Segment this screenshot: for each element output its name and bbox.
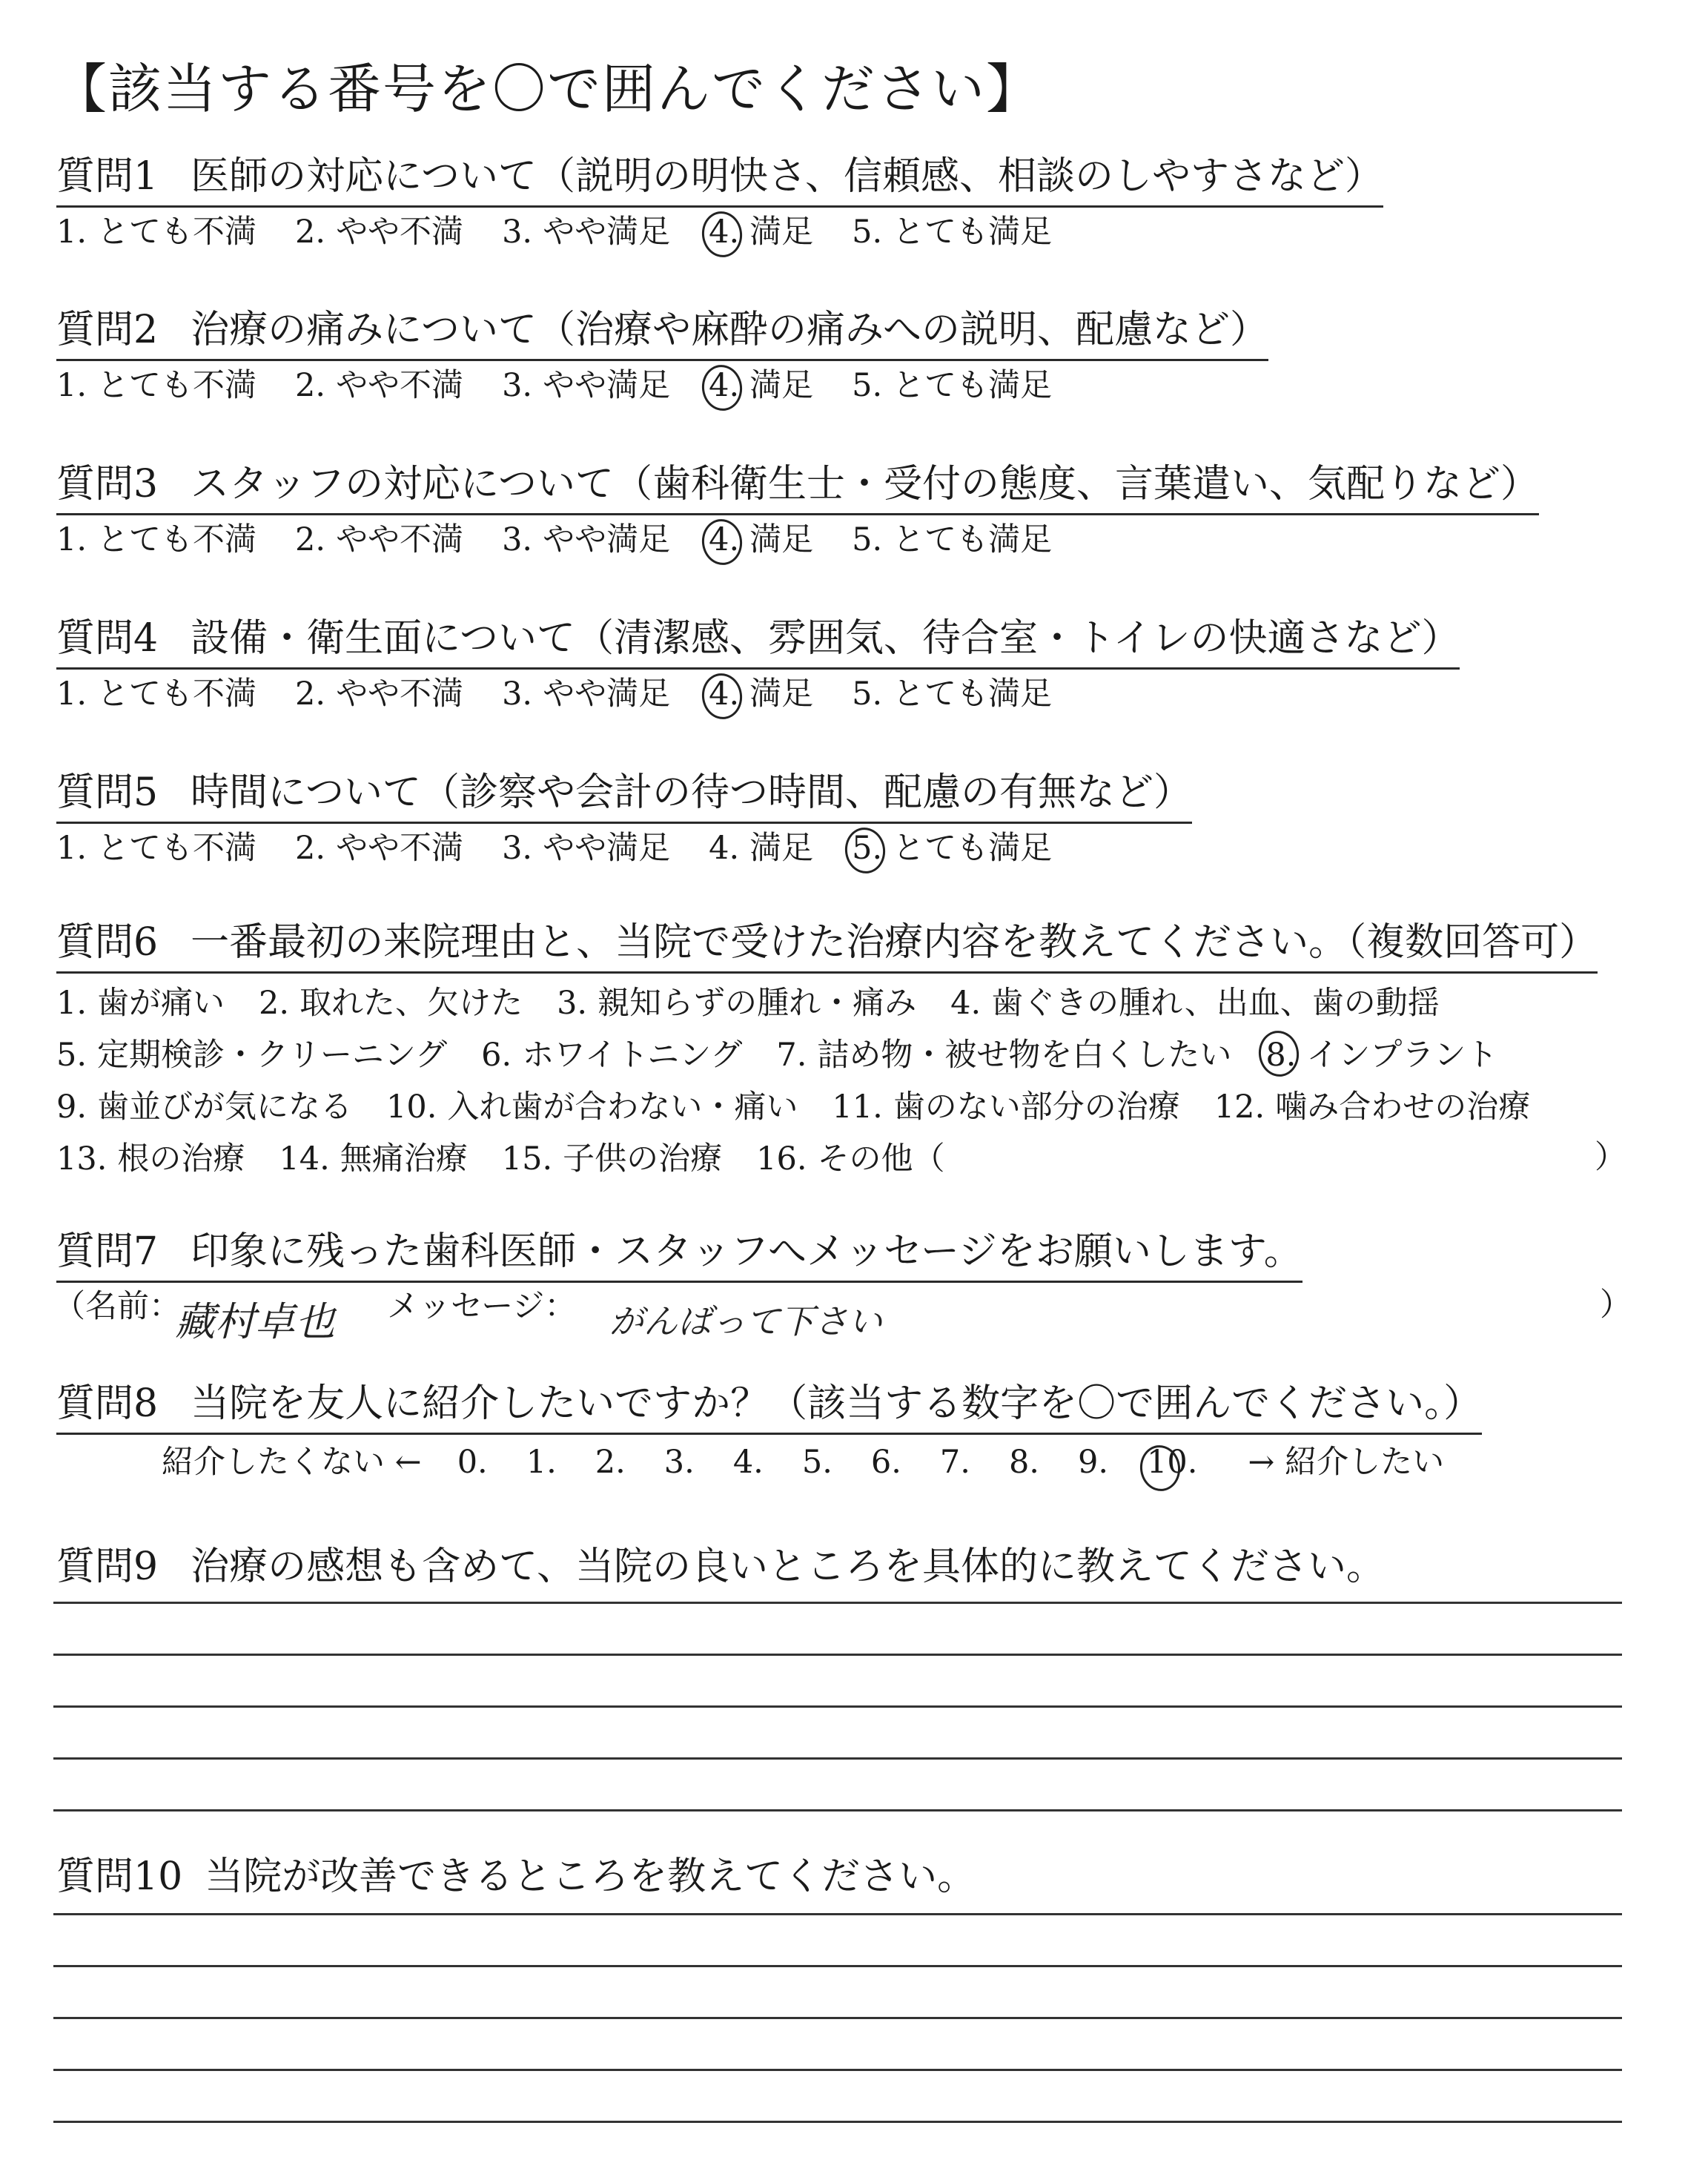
option-number: 11.: [832, 1089, 883, 1126]
rating-option[interactable]: [709, 210, 813, 254]
answer-line[interactable]: [53, 1913, 1622, 1915]
reason-option[interactable]: [56, 977, 225, 1029]
question-10-heading: [56, 1852, 976, 1906]
option-number: 1.: [56, 985, 87, 1022]
option-number: 5.: [56, 1037, 87, 1074]
scale-option[interactable]: [1078, 1444, 1119, 1481]
option-number: 1.: [56, 676, 87, 713]
option-label: 歯のない部分の治療: [893, 1089, 1180, 1126]
scale-value: 9.: [1077, 1444, 1109, 1481]
option-number: 2.: [295, 676, 326, 713]
option-number: 5.: [852, 521, 883, 558]
question-1-options: [56, 210, 1090, 254]
option-number: 1.: [56, 367, 87, 404]
scale-value: 7.: [939, 1444, 970, 1481]
scale-option[interactable]: [871, 1444, 912, 1481]
rating-option[interactable]: [56, 363, 256, 408]
reason-option[interactable]: [56, 1133, 245, 1185]
option-number: 4.: [709, 363, 739, 408]
option-number: 16.: [756, 1140, 807, 1178]
answer-line[interactable]: [53, 1809, 1622, 1811]
scale-value: 3.: [663, 1444, 695, 1481]
question-text: 治療の感想も含めて、当院の良いところを具体的に教えてください。: [191, 1545, 1386, 1589]
scale-value: 6.: [870, 1444, 901, 1481]
question-4-options: [56, 672, 1090, 716]
option-label: やや満足: [543, 521, 671, 558]
page-title: 【該当する番号を〇で囲んでください】: [53, 58, 1042, 120]
scale-option[interactable]: [526, 1444, 567, 1481]
question-number: 質問10: [56, 1855, 183, 1899]
scale-value: 5.: [801, 1444, 833, 1481]
scale-value: 2.: [595, 1444, 626, 1481]
rating-option[interactable]: [502, 826, 670, 871]
option-label: とても満足: [893, 367, 1053, 404]
option-label: 満足: [749, 214, 814, 251]
option-label: とても満足: [893, 214, 1053, 251]
option-number: 7.: [776, 1037, 807, 1074]
option-number: 12.: [1214, 1089, 1265, 1126]
option-label: 詰め物・被せ物を白くしたい: [817, 1037, 1232, 1074]
question-text: 医師の対応について（説明の明快さ、信頼感、相談のしやすさなど）: [191, 154, 1383, 199]
question-3-options: [56, 518, 1090, 562]
rating-option[interactable]: [502, 518, 670, 562]
rating-option[interactable]: [295, 826, 463, 871]
rating-option[interactable]: [709, 363, 813, 408]
rating-option[interactable]: [852, 826, 1052, 871]
option-number: 2.: [295, 367, 326, 404]
scale-value: 8.: [1008, 1444, 1039, 1481]
option-number: 4.: [709, 518, 739, 562]
scale-option[interactable]: [940, 1444, 981, 1481]
answer-line[interactable]: [53, 2017, 1622, 2019]
option-label: 子供の治療: [563, 1140, 723, 1178]
scale-option[interactable]: [457, 1444, 498, 1481]
question-8-heading: [56, 1379, 1482, 1435]
rating-option[interactable]: [502, 210, 670, 254]
option-number: 3.: [502, 367, 533, 404]
option-number: 3.: [502, 214, 533, 251]
question-3-heading: [56, 460, 1539, 515]
question-text: 一番最初の来院理由と、当院で受けた治療内容を教えてください。（複数回答可）: [191, 920, 1598, 965]
scale-option[interactable]: [664, 1444, 705, 1481]
answer-line[interactable]: [53, 2069, 1622, 2071]
options-row: [56, 977, 1564, 1029]
reason-option[interactable]: [557, 977, 916, 1029]
options-row: [56, 1081, 1564, 1133]
option-label: 定期検診・クリーニング: [97, 1037, 448, 1074]
reason-option[interactable]: [502, 1133, 722, 1185]
reason-option[interactable]: [1214, 1081, 1530, 1133]
question-text: 当院が改善できるところを教えてください。: [205, 1855, 976, 1899]
rating-option[interactable]: [295, 210, 463, 254]
question-2-heading: [56, 305, 1268, 361]
question-1-heading: [56, 152, 1383, 208]
rating-option[interactable]: [56, 518, 256, 562]
recommend-scale: [162, 1437, 1444, 1482]
question-2-options: [56, 363, 1090, 408]
question-number: 質問8: [56, 1381, 159, 1426]
option-number: 8.: [1265, 1029, 1296, 1081]
option-label: とても不満: [97, 367, 257, 404]
option-number: 9.: [56, 1089, 87, 1126]
rating-option[interactable]: [709, 518, 813, 562]
question-text: 設備・衛生面について（清潔感、雰囲気、待合室・トイレの快適さなど）: [191, 616, 1460, 661]
reason-option[interactable]: [56, 1029, 447, 1081]
rating-option[interactable]: [852, 672, 1052, 716]
option-number: 1.: [56, 830, 87, 867]
answer-line[interactable]: [53, 1602, 1622, 1604]
option-label: とても不満: [97, 521, 257, 558]
rating-option[interactable]: [852, 363, 1052, 408]
reason-option[interactable]: [950, 977, 1440, 1029]
option-label: 歯が痛い: [97, 985, 225, 1022]
option-label: 満足: [749, 830, 814, 867]
option-label: とても満足: [893, 676, 1053, 713]
option-label: 満足: [749, 676, 814, 713]
option-label: やや不満: [336, 676, 464, 713]
option-label: やや満足: [543, 214, 671, 251]
option-label: インプラント: [1306, 1037, 1498, 1074]
option-label: やや満足: [543, 676, 671, 713]
option-label: 無痛治療: [340, 1140, 468, 1178]
reason-option[interactable]: [756, 1133, 944, 1185]
answer-line[interactable]: [53, 1705, 1622, 1708]
question-text: 治療の痛みについて（治療や麻酔の痛みへの説明、配慮など）: [191, 308, 1269, 352]
option-number: 2.: [259, 985, 290, 1022]
question-text: スタッフの対応について（歯科衛生士・受付の態度、言葉遣い、気配りなど）: [191, 462, 1540, 506]
answer-line[interactable]: [53, 2121, 1622, 2123]
option-number: 1.: [56, 521, 87, 558]
option-number: 2.: [295, 521, 326, 558]
question-text: 印象に残った歯科医師・スタッフへメッセージをお願いします。: [191, 1229, 1302, 1274]
message-label: メッセージ：: [387, 1288, 577, 1325]
option-number: 2.: [295, 214, 326, 251]
option-label: とても満足: [893, 521, 1053, 558]
question-7-heading: [56, 1227, 1302, 1283]
question-number: 質問1: [56, 154, 159, 199]
option-label: 根の治療: [117, 1140, 245, 1178]
option-number: 5.: [852, 367, 883, 404]
option-number: 14.: [279, 1140, 330, 1178]
reason-option[interactable]: [481, 1029, 742, 1081]
option-label: やや満足: [543, 367, 671, 404]
scale-value: 10.: [1147, 1444, 1198, 1481]
option-number: 3.: [557, 985, 588, 1022]
message-value[interactable]: がんばって下さい: [609, 1301, 882, 1341]
option-label: 噛み合わせの治療: [1275, 1089, 1531, 1126]
reason-option[interactable]: [56, 1081, 352, 1133]
reason-option[interactable]: [386, 1081, 798, 1133]
question-number: 質問9: [56, 1545, 159, 1589]
question-text: 当院を友人に紹介したいですか？（該当する数字を〇で囲んでください。）: [191, 1381, 1483, 1426]
question-9-heading: [56, 1542, 1385, 1596]
question-number: 質問5: [56, 770, 159, 815]
question-number: 質問6: [56, 920, 159, 965]
option-label: とても不満: [97, 676, 257, 713]
option-number: 10.: [386, 1089, 437, 1126]
option-number: 5.: [852, 826, 882, 871]
rating-option[interactable]: [295, 518, 463, 562]
option-label: やや不満: [336, 367, 464, 404]
question-number: 質問4: [56, 616, 159, 661]
reason-option[interactable]: [776, 1029, 1231, 1081]
rating-option[interactable]: [56, 826, 256, 871]
rating-option[interactable]: [502, 672, 670, 716]
option-number: 3.: [502, 830, 533, 867]
question-number: 質問7: [56, 1229, 159, 1274]
option-number: 2.: [295, 830, 326, 867]
option-label: とても不満: [97, 830, 257, 867]
reason-option[interactable]: [832, 1081, 1179, 1133]
option-label: 満足: [749, 367, 814, 404]
reason-option[interactable]: [1265, 1029, 1497, 1081]
message-close-paren: ）: [1600, 1287, 1632, 1324]
options-row: [56, 1029, 1564, 1081]
scale-right-label: → 紹介したい: [1248, 1444, 1445, 1481]
rating-option[interactable]: [852, 210, 1052, 254]
scale-option[interactable]: [1009, 1444, 1050, 1481]
option-label: やや満足: [543, 830, 671, 867]
option-number: 3.: [502, 676, 533, 713]
option-number: 5.: [852, 676, 883, 713]
scale-value: 4.: [732, 1444, 764, 1481]
option-number: 4.: [709, 672, 739, 716]
rating-option[interactable]: [56, 210, 256, 254]
question-text: 時間について（診察や会計の待つ時間、配慮の有無など）: [191, 770, 1193, 815]
option-label: 歯並びが気になる: [97, 1089, 353, 1126]
scale-value: 1.: [526, 1444, 557, 1481]
scale-option[interactable]: [802, 1444, 843, 1481]
option-number: 15.: [501, 1140, 553, 1178]
option-number: 4.: [950, 985, 982, 1022]
scale-option[interactable]: [1147, 1444, 1208, 1481]
scale-option[interactable]: [733, 1444, 774, 1481]
option-label: ホワイトニング: [522, 1037, 743, 1074]
reason-option[interactable]: [279, 1133, 467, 1185]
scale-option[interactable]: [595, 1444, 636, 1481]
question-number: 質問3: [56, 462, 159, 506]
question-number: 質問2: [56, 308, 159, 352]
rating-option[interactable]: [295, 672, 463, 716]
rating-option[interactable]: [502, 363, 670, 408]
option-label: やや不満: [336, 830, 464, 867]
name-value[interactable]: 藏村卓也: [175, 1298, 335, 1345]
option-label: やや不満: [336, 521, 464, 558]
option-number: 4.: [709, 210, 739, 254]
rating-option[interactable]: [295, 363, 463, 408]
rating-option[interactable]: [709, 826, 813, 871]
reason-option[interactable]: [259, 977, 523, 1029]
answer-line[interactable]: [53, 1654, 1622, 1656]
option-label: 取れた、欠けた: [299, 985, 523, 1022]
option-label: やや不満: [336, 214, 464, 251]
question-6-options: [56, 977, 1564, 1185]
option-label: 親知らずの腫れ・痛み: [598, 985, 917, 1022]
option-number: 3.: [502, 521, 533, 558]
option-number: 13.: [56, 1140, 107, 1178]
question-5-options: [56, 826, 1090, 871]
question-5-heading: [56, 768, 1192, 824]
option-number: 6.: [481, 1037, 512, 1074]
option-label: その他（: [817, 1140, 945, 1178]
option-number: 5.: [852, 214, 883, 251]
option-label: とても不満: [97, 214, 257, 251]
other-close-paren: ）: [1595, 1139, 1626, 1176]
option-number: 4.: [709, 830, 740, 867]
scale-value: 0.: [457, 1444, 488, 1481]
option-number: 1.: [56, 214, 87, 251]
question-6-heading: [56, 918, 1598, 974]
rating-option[interactable]: [56, 672, 256, 716]
rating-option[interactable]: [709, 672, 813, 716]
option-label: とても満足: [893, 830, 1053, 867]
rating-option[interactable]: [852, 518, 1052, 562]
name-label: （名前：: [53, 1288, 181, 1325]
scale-left-label: 紹介したくない ←: [162, 1444, 422, 1481]
option-label: 入れ歯が合わない・痛い: [447, 1089, 798, 1126]
option-label: 歯ぐきの腫れ、出血、歯の動揺: [991, 985, 1440, 1022]
answer-line[interactable]: [53, 1965, 1622, 1967]
options-row: [56, 1133, 1564, 1185]
answer-line[interactable]: [53, 1757, 1622, 1760]
option-label: 満足: [749, 521, 814, 558]
question-4-heading: [56, 614, 1460, 670]
